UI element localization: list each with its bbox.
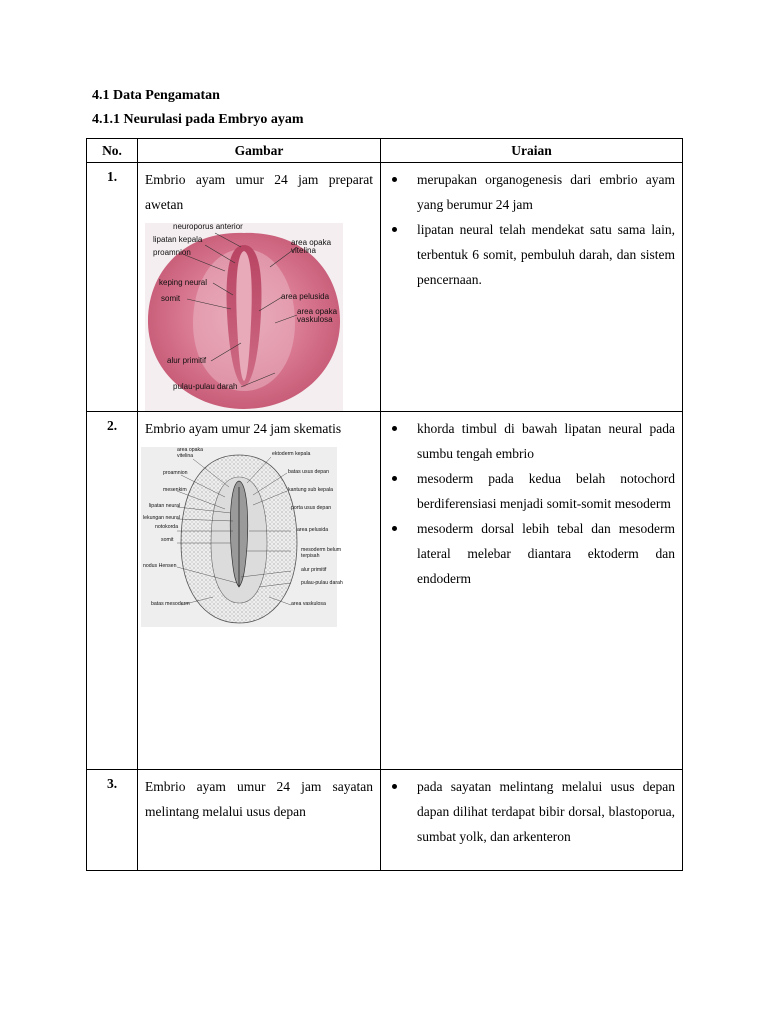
- figure-label: somit: [161, 294, 181, 303]
- figure-label: vaskulosa: [297, 315, 333, 324]
- table-header-row: [87, 139, 683, 163]
- figure-label: area vaskulosa: [291, 601, 326, 607]
- table-row: [87, 163, 683, 412]
- list-item: khorda timbul di bawah lipatan neural pada sumbu tengah embrio: [387, 416, 675, 466]
- figure-label: pulau-pulau darah: [301, 580, 343, 586]
- gambar-cell: [138, 412, 381, 770]
- uraian-list: [387, 167, 675, 292]
- figure-label: area pelusida: [281, 292, 330, 301]
- subsection-title: 4.1.1 Neurulasi pada Embryo ayam: [92, 112, 304, 127]
- bullet-icon: [392, 526, 397, 531]
- figure-label: proamnion: [163, 470, 188, 476]
- list-item: pada sayatan melintang melalui usus depan dapan dilihat terdapat bibir dorsal, blastoporua, sumbat yolk, dan arkenteron: [387, 774, 675, 849]
- figure-label: area opaka: [297, 307, 338, 316]
- figure-label: keping neural: [159, 278, 208, 287]
- figure-label: terpisah: [301, 553, 320, 559]
- bullet-icon: [392, 426, 397, 431]
- list-item: merupakan organogenesis dari embrio ayam yang berumur 24 jam: [387, 167, 675, 217]
- figure-label: area opaka: [291, 238, 332, 247]
- bullet-icon: [392, 177, 397, 182]
- figure-label: kantung sub kepala: [288, 487, 333, 493]
- figure-label: ektoderm kepala: [272, 451, 311, 457]
- header-uraian: Uraian: [381, 139, 683, 163]
- figure-label: area pelusida: [297, 527, 329, 533]
- list-item: lipatan neural telah mendekat satu sama lain, terbentuk 6 somit, pembuluh darah, dan sistem pencernaan.: [387, 217, 675, 292]
- observation-table: [86, 138, 683, 871]
- figure-label: area opaka: [177, 447, 203, 453]
- row-number: 2.: [87, 412, 138, 770]
- figure-label: mesoderm belum: [301, 547, 342, 553]
- figure-label: alur primitif: [167, 356, 207, 365]
- header-gambar: Gambar: [138, 139, 381, 163]
- figure-label: lekungan neural: [143, 515, 180, 521]
- figure-label: vitelina: [291, 246, 316, 255]
- gambar-description: Embrio ayam umur 24 jam skematis: [145, 421, 342, 436]
- table-row: [87, 770, 683, 871]
- figure-label: alur primitif: [301, 567, 327, 573]
- gambar-cell: [138, 163, 381, 412]
- gambar-description: Embrio ayam umur 24 jam preparat awetan: [145, 172, 373, 212]
- figure-label: lipatan neural: [149, 503, 181, 509]
- figure-label: nodus Hensen: [143, 563, 177, 569]
- figure-label: pulau-pulau darah: [173, 382, 238, 391]
- figure-label: neuroporus anterior: [173, 222, 243, 231]
- bullet-icon: [392, 784, 397, 789]
- list-item: mesoderm dorsal lebih tebal dan mesoderm lateral melebar diantara ektoderm dan endoderm: [387, 516, 675, 591]
- figure-label: batas usus depan: [288, 469, 329, 475]
- bullet-icon: [392, 476, 397, 481]
- uraian-list: [387, 774, 675, 849]
- embryo-photo: [145, 223, 343, 411]
- figure-label: porta usus depan: [291, 505, 332, 511]
- figure-label: somit: [161, 537, 174, 543]
- figure-label: notokorda: [155, 524, 179, 530]
- gambar-cell: [138, 770, 381, 871]
- bullet-icon: [392, 227, 397, 232]
- uraian-cell: [381, 163, 683, 412]
- figure-label: lipatan kepala: [153, 235, 203, 244]
- embryo-diagram: [141, 447, 343, 627]
- row-number: 3.: [87, 770, 138, 871]
- figure-label: proamnion: [153, 248, 191, 257]
- figure-label: batas mesoderm: [151, 601, 190, 607]
- uraian-cell: [381, 770, 683, 871]
- row-number: 1.: [87, 163, 138, 412]
- header-no: No.: [87, 139, 138, 163]
- list-item: mesoderm pada kedua belah notochord berdiferensiasi menjadi somit-somit mesoderm: [387, 466, 675, 516]
- uraian-cell: [381, 412, 683, 770]
- table-row: [87, 412, 683, 770]
- gambar-description: Embrio ayam umur 24 jam sayatan melintang melalui usus depan: [145, 779, 373, 819]
- figure-label: vitelina: [177, 453, 194, 459]
- uraian-list: [387, 416, 675, 591]
- figure-label: mesenkim: [163, 487, 187, 493]
- section-title: 4.1 Data Pengamatan: [92, 88, 220, 103]
